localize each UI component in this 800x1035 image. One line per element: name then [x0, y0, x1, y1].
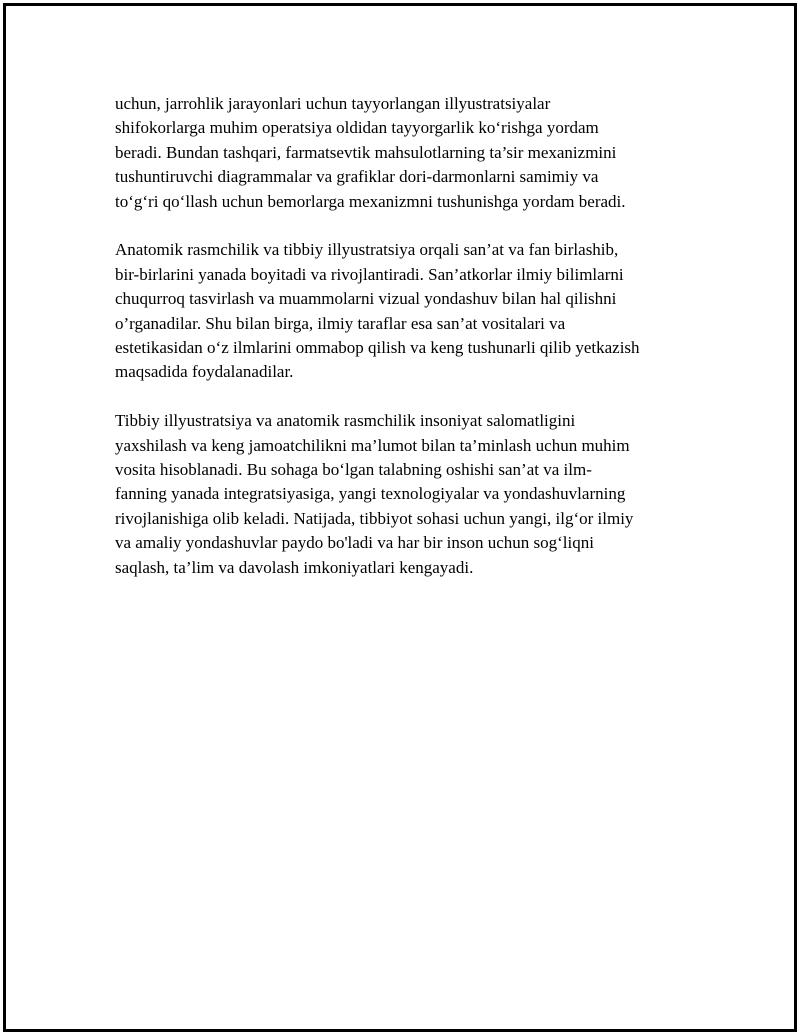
text-line: Anatomik rasmchilik va tibbiy illyustratsiya orqali san’at va fan birlashib,	[115, 240, 619, 260]
text-line: o’rganadilar. Shu bilan birga, ilmiy taraflar esa san’at vositalari va	[115, 313, 566, 333]
text-line: estetikasidan o‘z ilmlarini ommabop qilish va keng tushunarli qilib yetkazish	[115, 338, 640, 358]
paragraph-2	[115, 238, 695, 384]
text-line: to‘g‘ri qo‘llash uchun bemorlarga mexanizmni tushunishga yordam beradi.	[115, 191, 626, 211]
text-line: va amaliy yondashuvlar paydo bo'ladi va har bir inson uchun sog‘liqni	[115, 533, 594, 553]
paragraph-3	[115, 409, 695, 580]
text-line: yaxshilash va keng jamoatchilikni ma’lumot bilan ta’minlash uchun muhim	[115, 435, 630, 455]
paragraph-1	[115, 92, 695, 214]
text-line: saqlash, ta’lim va davolash imkoniyatlari kengayadi.	[115, 557, 474, 577]
document-body	[115, 92, 695, 604]
text-line: Tibbiy illyustratsiya va anatomik rasmchilik insoniyat salomatligini	[115, 411, 576, 431]
text-line: vosita hisoblanadi. Bu sohaga bo‘lgan talabning oshishi san’at va ilm-	[115, 460, 592, 480]
text-line: beradi. Bundan tashqari, farmatsevtik mahsulotlarning ta’sir mexanizmini	[115, 142, 617, 162]
text-line: rivojlanishiga olib keladi. Natijada, tibbiyot sohasi uchun yangi, ilg‘or ilmiy	[115, 508, 634, 528]
text-line: uchun, jarrohlik jarayonlari uchun tayyorlangan illyustratsiyalar	[115, 94, 551, 113]
text-line: maqsadida foydalanadilar.	[115, 362, 294, 382]
text-line: chuqurroq tasvirlash va muammolarni vizual yondashuv bilan hal qilishni	[115, 289, 617, 309]
text-line: bir-birlarini yanada boyitadi va rivojlantiradi. San’atkorlar ilmiy bilimlarni	[115, 264, 624, 284]
text-line: shifokorlarga muhim operatsiya oldidan tayyorgarlik ko‘rishga yordam	[115, 118, 599, 138]
text-line: tushuntiruvchi diagrammalar va grafiklar dori-darmonlarni samimiy va	[115, 167, 599, 187]
text-line: fanning yanada integratsiyasiga, yangi texnologiyalar va yondashuvlarning	[115, 484, 626, 504]
